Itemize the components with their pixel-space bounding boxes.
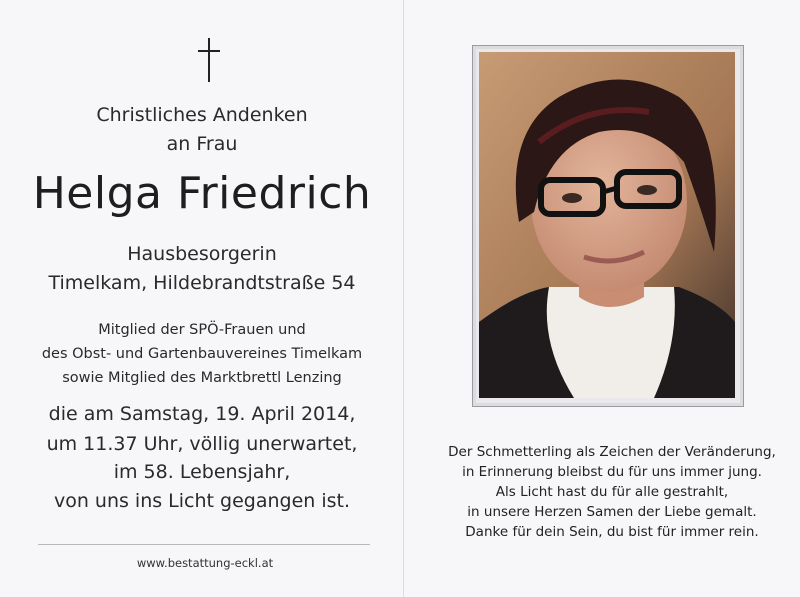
death-notice-line: von uns ins Licht gegangen ist. <box>53 490 351 512</box>
membership-line: Mitglied der SPÖ-Frauen und <box>98 322 306 338</box>
poem-line: Als Licht hast du für alle gestrahlt, <box>495 484 729 500</box>
poem-line: Der Schmetterling als Zeichen der Veränderung, <box>448 444 776 460</box>
address: Timelkam, Hildebrandtstraße 54 <box>48 272 356 294</box>
intro-line-1: Christliches Andenken <box>96 104 308 126</box>
poem-line: in Erinnerung bleibst du für uns immer jung. <box>462 464 762 480</box>
divider <box>38 544 370 545</box>
cross-icon <box>190 38 230 84</box>
intro-line-2: an Frau <box>166 133 238 155</box>
poem-line: in unsere Herzen Samen der Liebe gemalt. <box>467 504 757 520</box>
membership-line: des Obst- und Gartenbauvereines Timelkam <box>41 346 363 362</box>
portrait-photo <box>479 52 735 398</box>
occupation: Hausbesorgerin <box>127 243 277 265</box>
membership-line: sowie Mitglied des Marktbrettl Lenzing <box>62 370 342 386</box>
death-notice-line: um 11.37 Uhr, völlig unerwartet, <box>46 433 358 455</box>
website-link[interactable]: www.bestattung-eckl.at <box>136 556 274 570</box>
death-notice-line: die am Samstag, 19. April 2014, <box>48 403 356 425</box>
deceased-name: Helga Friedrich <box>32 168 372 219</box>
poem-line: Danke für dein Sein, du bist für immer rein. <box>465 524 759 540</box>
death-notice-line: im 58. Lebensjahr, <box>113 461 291 483</box>
